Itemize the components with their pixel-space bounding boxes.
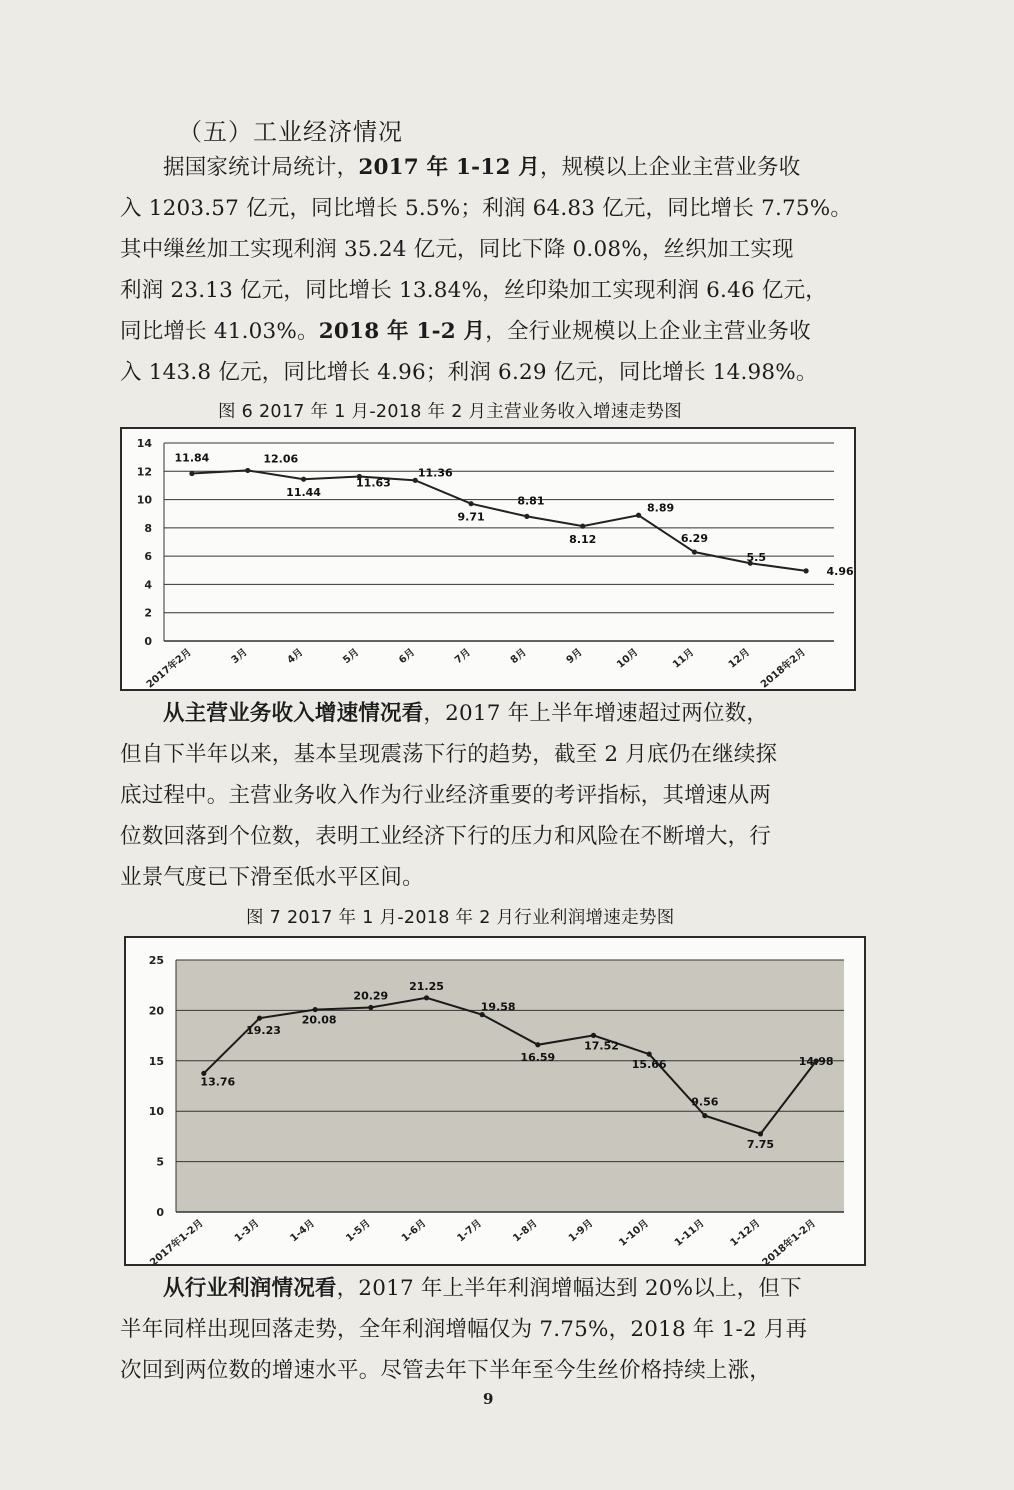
- paragraph-line: [120, 352, 920, 393]
- x-tick-label: 1-9月: [566, 1217, 596, 1245]
- paragraph-line: [120, 693, 920, 734]
- bold-text: 从行业利润情况看: [163, 1276, 337, 1301]
- x-tick-label: 1-11月: [672, 1217, 707, 1249]
- data-label: 9.56: [691, 1095, 719, 1109]
- x-tick-label: 2018年1-2月: [760, 1217, 819, 1269]
- plot-background: [176, 960, 844, 1212]
- text-segment: 入 1203.57 亿元，同比增长 5.5%；利润 64.83 亿元，同比增长 7.75%。: [120, 196, 853, 221]
- y-tick-label: 0: [156, 1206, 164, 1219]
- y-tick-label: 6: [144, 550, 152, 564]
- paragraph-line: [120, 229, 920, 270]
- x-tick-label: 6月: [397, 646, 418, 667]
- data-label: 12.06: [263, 452, 299, 466]
- data-label: 20.08: [301, 1013, 337, 1027]
- data-point: [758, 1131, 763, 1136]
- data-label: 20.29: [353, 989, 389, 1003]
- paragraph-line: [120, 270, 920, 311]
- paragraph-line: [120, 857, 920, 898]
- figure7-caption: 图 7 2017 年 1 月-2018 年 2 月行业利润增速走势图: [246, 908, 675, 928]
- text-segment: 据国家统计局统计，: [163, 155, 359, 180]
- data-point: [702, 1113, 707, 1118]
- text-segment: 利润 23.13 亿元，同比增长 13.84%，丝印染加工实现利润 6.46 亿元，: [120, 278, 827, 303]
- x-tick-label: 2017年1-2月: [148, 1217, 206, 1269]
- y-tick-label: 5: [156, 1155, 164, 1169]
- figure6-chart: [120, 427, 856, 691]
- x-tick-label: 1-3月: [232, 1217, 262, 1245]
- y-tick-label: 0: [144, 635, 152, 648]
- data-label: 8.81: [517, 494, 545, 508]
- data-label: 19.58: [480, 1000, 516, 1014]
- x-tick-label: 1-5月: [344, 1217, 373, 1245]
- data-label: 16.59: [520, 1050, 556, 1064]
- text-segment: ，2017 年上半年增速超过两位数，: [423, 701, 769, 726]
- x-tick-label: 5月: [341, 646, 362, 667]
- data-point: [692, 549, 697, 554]
- paragraph-line: [120, 734, 920, 775]
- data-point: [647, 1052, 652, 1057]
- data-label: 13.76: [200, 1075, 236, 1089]
- y-tick-label: 4: [144, 578, 152, 592]
- data-point: [524, 514, 529, 519]
- y-tick-label: 10: [136, 493, 152, 507]
- data-point: [189, 471, 194, 476]
- data-label: 8.12: [569, 533, 597, 547]
- data-label: 6.29: [680, 532, 708, 546]
- figure7-chart-svg: [126, 938, 864, 1269]
- paragraph-line: [120, 188, 920, 229]
- data-point: [301, 477, 306, 482]
- data-label: 17.52: [584, 1039, 619, 1053]
- data-point: [803, 568, 808, 573]
- paragraph-line: [120, 816, 920, 857]
- data-point: [245, 468, 250, 473]
- x-tick-label: 12月: [726, 646, 753, 671]
- y-tick-label: 15: [148, 1054, 164, 1068]
- paragraph-1: [120, 147, 920, 393]
- data-label: 15.66: [631, 1058, 667, 1072]
- paragraph-line: [120, 1350, 920, 1391]
- x-tick-label: 2017年2月: [144, 646, 194, 691]
- bold-text: 2018 年 1-2 月: [318, 319, 486, 344]
- data-label: 8.89: [647, 501, 675, 515]
- figure6-caption: 图 6 2017 年 1 月-2018 年 2 月主营业务收入增速走势图: [218, 402, 683, 422]
- text-segment: 业景气度已下滑至低水平区间。: [120, 865, 424, 890]
- data-point: [257, 1016, 262, 1021]
- paragraph-line: [120, 311, 920, 352]
- text-segment: 入 143.8 亿元，同比增长 4.96；利润 6.29 亿元，同比增长 14.98%。: [120, 360, 818, 385]
- x-tick-label: 9月: [564, 646, 585, 667]
- x-tick-label: 3月: [229, 646, 250, 667]
- x-tick-label: 1-12月: [728, 1217, 763, 1249]
- paragraph-line: [120, 1268, 920, 1309]
- y-tick-label: 14: [136, 437, 152, 450]
- figure6-chart-svg: [122, 429, 854, 689]
- data-point: [591, 1033, 596, 1038]
- x-tick-label: 1-4月: [288, 1217, 318, 1245]
- data-point: [636, 513, 641, 518]
- text-segment: 底过程中。主营业务收入作为行业经济重要的考评指标，其增速从两: [120, 783, 772, 808]
- paragraph-line: [120, 147, 920, 188]
- x-tick-label: 11月: [670, 646, 697, 671]
- x-tick-label: 1-7月: [455, 1217, 485, 1245]
- text-segment: 次回到两位数的增速水平。尽管去年下半年至今生丝价格持续上涨，: [120, 1358, 772, 1383]
- text-segment: 同比增长 41.03%。: [120, 319, 319, 344]
- data-label: 11.44: [286, 486, 321, 500]
- data-point: [368, 1005, 373, 1010]
- paragraph-2: [120, 693, 920, 898]
- text-segment: 半年同样出现回落走势，全年利润增幅仅为 7.75%，2018 年 1-2 月再: [120, 1317, 808, 1342]
- x-tick-label: 1-10月: [617, 1217, 652, 1249]
- paragraph-line: [120, 775, 920, 816]
- paragraph-3: [120, 1268, 920, 1391]
- data-label: 14.98: [798, 1055, 834, 1069]
- data-label: 19.23: [246, 1024, 281, 1038]
- text-segment: ，2017 年上半年利润增幅达到 20%以上，但下: [336, 1276, 802, 1301]
- paragraph-line: [120, 1309, 920, 1350]
- y-tick-label: 2: [144, 606, 152, 620]
- data-point: [424, 995, 429, 1000]
- x-tick-label: 4月: [285, 646, 306, 667]
- x-tick-label: 10月: [615, 646, 641, 671]
- text-segment: 但自下半年以来，基本呈现震荡下行的趋势，截至 2 月底仍在继续探: [120, 742, 778, 767]
- data-label: 11.36: [417, 466, 453, 480]
- text-segment: ，全行业规模以上企业主营业务收: [485, 319, 811, 344]
- x-tick-label: 8月: [508, 646, 529, 667]
- data-point: [313, 1007, 318, 1012]
- data-label: 11.63: [356, 476, 391, 490]
- x-tick-label: 2018年2月: [758, 646, 809, 691]
- section-heading: （五）工业经济情况: [178, 118, 403, 146]
- text-segment: 其中缫丝加工实现利润 35.24 亿元，同比下降 0.08%，丝织加工实现: [120, 237, 794, 262]
- page-number: 9: [483, 1390, 494, 1408]
- bold-text: 从主营业务收入增速情况看: [163, 701, 424, 726]
- data-label: 11.84: [174, 451, 210, 465]
- text-segment: ，规模以上企业主营业务收: [540, 155, 801, 180]
- y-tick-label: 20: [148, 1004, 164, 1018]
- data-point: [580, 524, 585, 529]
- x-tick-label: 7月: [452, 646, 474, 667]
- figure7-chart: [124, 936, 866, 1269]
- text-segment: 位数回落到个位数，表明工业经济下行的压力和风险在不断增大，行: [120, 824, 772, 849]
- data-point: [468, 501, 473, 506]
- data-label: 5.5: [746, 551, 766, 565]
- x-tick-label: 1-6月: [399, 1217, 429, 1245]
- y-tick-label: 25: [148, 954, 164, 967]
- y-tick-label: 8: [144, 521, 152, 535]
- data-point: [535, 1042, 540, 1047]
- data-label: 4.96: [826, 564, 854, 578]
- data-label: 21.25: [409, 979, 444, 993]
- y-tick-label: 12: [136, 465, 152, 479]
- data-label: 7.75: [746, 1137, 775, 1151]
- x-tick-label: 1-8月: [511, 1217, 540, 1245]
- data-label: 9.71: [457, 510, 485, 524]
- bold-text: 2017 年 1-12 月: [358, 155, 541, 180]
- y-tick-label: 10: [148, 1105, 164, 1119]
